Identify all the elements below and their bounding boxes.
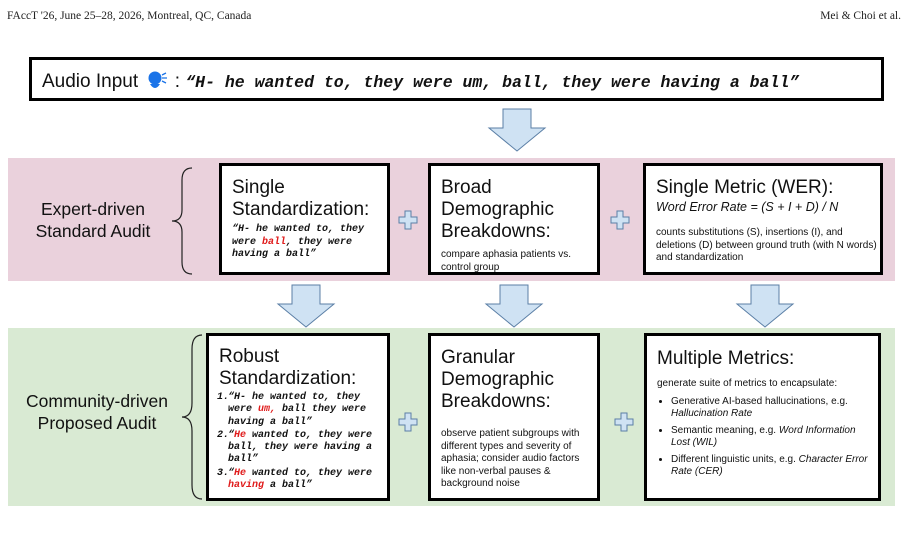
audio-input-separator: : (174, 71, 186, 92)
box-title: Robust (219, 346, 280, 367)
robust-standardization-box (206, 333, 390, 501)
list-item: • Semantic meaning, e.g. Word Information Lost (WIL) (671, 425, 876, 449)
audio-input-label: Audio Input (42, 71, 139, 92)
brace-icon (180, 333, 206, 501)
single-standardization-box (219, 163, 390, 275)
granular-demographic-box (428, 333, 600, 501)
box-title: Demographic (441, 369, 554, 390)
box-title: Multiple Metrics: (657, 348, 795, 369)
down-arrow-icon (484, 284, 544, 328)
single-metric-box (643, 163, 883, 275)
box-description: compare aphasia patients vs. control group (441, 249, 572, 273)
box-title: Granular (441, 347, 515, 368)
plus-icon (398, 412, 418, 432)
plus-icon (398, 210, 418, 230)
box-title: Single Metric (WER): (656, 177, 834, 198)
box-title: Standardization: (232, 199, 370, 220)
box-title: Breakdowns: (441, 221, 551, 242)
list-item: • Generative AI-based hallucinations, e.g. Hallucination Rate (671, 396, 876, 420)
multiple-metrics-box (644, 333, 881, 501)
list-item: 3. “He wanted to, they were having a ball” (217, 467, 373, 492)
list-item: • Different linguistic units, e.g. Character Error Rate (CER) (671, 454, 876, 478)
standard-audit-label: Expert-driven Standard Audit (35, 199, 151, 241)
wer-formula: Word Error Rate = (S + I + D) / N (656, 200, 839, 214)
box-title: Standardization: (219, 368, 357, 389)
box-title: Demographic (441, 199, 554, 220)
box-title: Broad (441, 177, 492, 198)
standardization-list (217, 392, 387, 492)
metrics-list (651, 396, 876, 483)
down-arrow-icon (276, 284, 336, 328)
list-item: 2. “He wanted to, they were ball, they were having a ball” (217, 429, 373, 466)
audio-input-box (29, 57, 884, 101)
standardization-quote: “H- he wanted to, they were ball, they were having a ball” (232, 224, 365, 260)
running-header-authors: Mei & Choi et al. (820, 10, 901, 22)
plus-icon (614, 412, 634, 432)
running-header-venue: FAccT '26, June 25–28, 2026, Montreal, QC, Canada (7, 10, 252, 22)
plus-icon (610, 210, 630, 230)
down-arrow-icon (735, 284, 795, 328)
box-title: Single (232, 177, 285, 198)
down-arrow-icon (487, 108, 547, 152)
audio-input-quote: “H- he wanted to, they were um, ball, they were having a ball” (185, 73, 800, 92)
box-description: observe patient subgroups with different types and severity of aphasia; consider audio factors like non-verbal pauses & background noise (441, 428, 580, 489)
box-title: Breakdowns: (441, 391, 551, 412)
proposed-audit-label: Community-driven Proposed Audit (26, 391, 168, 433)
speaking-head-icon (147, 70, 169, 96)
broad-demographic-box (428, 163, 600, 275)
list-item: 1. “H- he wanted to, they were um, ball they were having a ball” (217, 392, 367, 428)
metrics-intro: generate suite of metrics to encapsulate: (657, 378, 838, 389)
brace-icon (170, 166, 196, 276)
box-description: counts substitutions (S), insertions (I), and deletions (D) between ground truth (with N words) and standardization (656, 227, 877, 263)
